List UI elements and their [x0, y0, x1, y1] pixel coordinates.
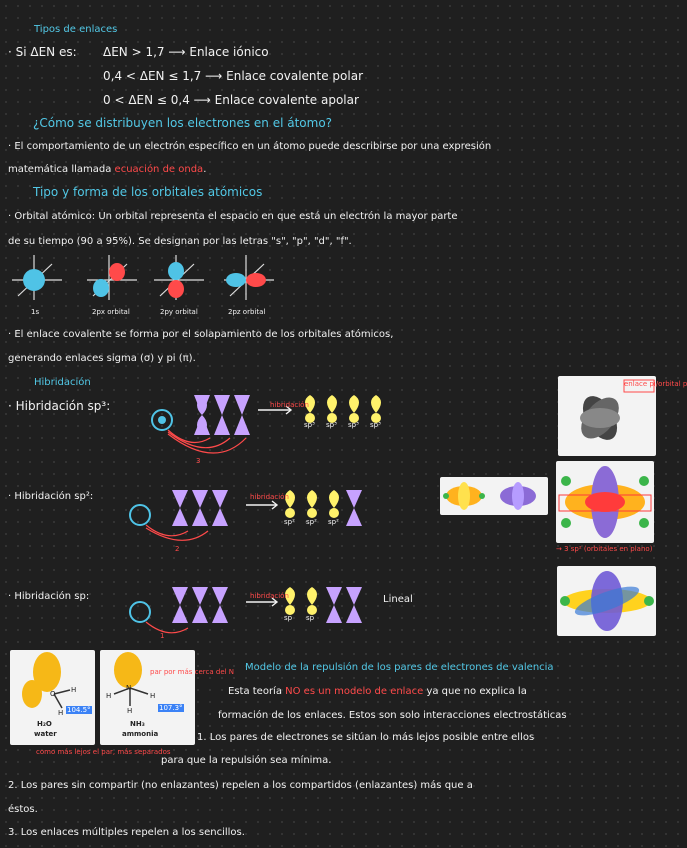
sp2-small-photo [440, 477, 548, 515]
sp3-label: · Hibridación sp³: [8, 399, 111, 413]
water-molecule-image [10, 650, 95, 745]
molecule-note-top: par por más cerca del N [150, 668, 235, 676]
ammonia-atom-h2: H [150, 692, 156, 700]
water-atom-h1: H [71, 686, 77, 694]
sp-orbital-label-1: sp [284, 614, 293, 622]
orbital-definition-line2: de su tiempo (90 a 95%). Se designan por las letras "s", "p", "d", "f". [8, 236, 352, 247]
vsepr-intro-prefix: Esta teoría [228, 686, 282, 697]
vsepr-intro-line2: formación de los enlaces. Estos son solo interacciones electrostáticas [218, 710, 567, 721]
sp3-orbital-label-1: sp³ [304, 421, 315, 429]
wave-equation-suffix: . [203, 164, 207, 175]
wave-equation-term: ecuación de onda [114, 164, 204, 175]
sp-orbital-render [557, 566, 656, 636]
wave-equation-prefix: matemática llamada [8, 164, 112, 175]
sp3-orbital-photo [558, 376, 687, 456]
sp-electron-count: 1 [160, 632, 165, 640]
orbital-2py-diagram [154, 255, 204, 300]
orbital-label-1s: 1s [31, 308, 40, 316]
orbital-label-2py: 2py orbital [160, 308, 198, 316]
sp3-photo-note: enlace pi/orbital p [624, 380, 687, 388]
vsepr-principle-1-line1: 1. Los pares de electrones se sitúan lo más lejos posible entre ellos [197, 732, 535, 743]
ammonia-formula: NH₃ [130, 720, 145, 728]
electron-distribution-question: ¿Cómo se distribuyen los electrones en el átomo? [33, 116, 333, 130]
ammonia-caption: ammonia [122, 730, 159, 738]
vsepr-principle-2-line2: éstos. [8, 804, 38, 815]
ammonia-atom-h3: H [127, 707, 133, 715]
sp3-orbital-render [558, 376, 656, 456]
sp2-orbital-photo [556, 461, 654, 543]
sp2-electron-count: 2 [175, 545, 180, 553]
vsepr-principle-1-line2: para que la repulsión sea mínima. [161, 755, 332, 766]
sp-linear-note: Lineal [383, 594, 413, 605]
sp2-orbital-label-3: sp² [328, 518, 339, 526]
bond-types-heading: Tipos de enlaces [34, 24, 118, 35]
sp3-orbital-label-4: sp³ [370, 421, 381, 429]
vsepr-intro-highlight: NO es un modelo de enlace [285, 686, 424, 697]
vsepr-heading: Modelo de la repulsión de los pares de electrones de valencia [245, 662, 554, 673]
water-caption: water [34, 730, 57, 738]
covalent-bond-line1: · El enlace covalente se forma por el solapamiento de los orbitales atómicos, [8, 329, 394, 340]
ammonia-atom-h1: H [106, 692, 112, 700]
water-atom-h2: H [58, 709, 64, 717]
ammonia-atom-n: N [126, 684, 132, 692]
wave-equation-line [8, 163, 206, 177]
sp2-orbital-label-2: sp² [306, 518, 317, 526]
sp-label: · Hibridación sp: [8, 591, 90, 602]
orbital-2px-diagram [87, 255, 137, 300]
covalent-bond-line2: generando enlaces sigma (σ) y pi (π). [8, 353, 196, 364]
orbital-2pz-diagram [224, 255, 274, 300]
sp2-arrow-label: hibridación [250, 493, 289, 501]
orbitals-heading: Tipo y forma de los orbitales atómicos [33, 185, 263, 199]
orbital-1s-diagram [12, 255, 62, 300]
sp3-electron-count: 3 [196, 457, 201, 465]
ammonia-angle: 107.3° [159, 704, 183, 712]
orbital-label-2px: 2px orbital [92, 308, 130, 316]
water-angle: 104.5° [67, 706, 91, 714]
sp-arrow-label: hibridación [250, 592, 289, 600]
orbital-definition-line1: · Orbital atómico: Un orbital representa el espacio en que está un electrón la mayor parte [8, 211, 458, 222]
molecule-note-bottom: como más lejos el par, más separados [36, 748, 171, 756]
nonpolar-covalent-rule: 0 < ΔEN ≤ 0,4 ⟶ Enlace covalente apolar [103, 93, 359, 107]
vsepr-intro-line1 [228, 685, 527, 699]
electron-behaviour-text: · El comportamiento de un electrón específico en un átomo puede describirse por una expresión [8, 141, 492, 152]
ionic-bond-rule: ΔEN > 1,7 ⟶ Enlace iónico [103, 45, 269, 59]
polar-covalent-rule: 0,4 < ΔEN ≤ 1,7 ⟶ Enlace covalente polar [103, 69, 364, 83]
sp-orbital-photo [557, 566, 656, 636]
water-atom-o: O [50, 690, 56, 698]
sp2-small-render [440, 477, 548, 515]
vsepr-principle-3: 3. Los enlaces múltiples repelen a los sencillos. [8, 827, 245, 838]
sp2-orbital-render [556, 461, 654, 543]
vsepr-intro-suffix: ya que no explica la [426, 686, 527, 697]
ammonia-molecule-image [100, 650, 195, 745]
hybridization-heading: Hibridación [34, 377, 91, 388]
sp-orbital-label-2: sp [306, 614, 315, 622]
water-formula: H₂O [37, 720, 52, 728]
orbital-label-2pz: 2pz orbital [228, 308, 266, 316]
sp3-orbital-label-2: sp³ [326, 421, 337, 429]
vsepr-principle-2-line1: 2. Los pares sin compartir (no enlazantes) repelen a los compartidos (enlazantes) más que a [8, 780, 473, 791]
sp2-photo-note: → 3 sp² (orbitales en plano) [556, 545, 653, 553]
sp2-label: · Hibridación sp²: [8, 491, 94, 502]
sp2-orbital-label-1: sp² [284, 518, 295, 526]
sp3-arrow-label: hibridación [270, 401, 309, 409]
sp3-orbital-label-3: sp³ [348, 421, 359, 429]
bond-condition-lead: · Si ΔEN es: [8, 45, 77, 59]
